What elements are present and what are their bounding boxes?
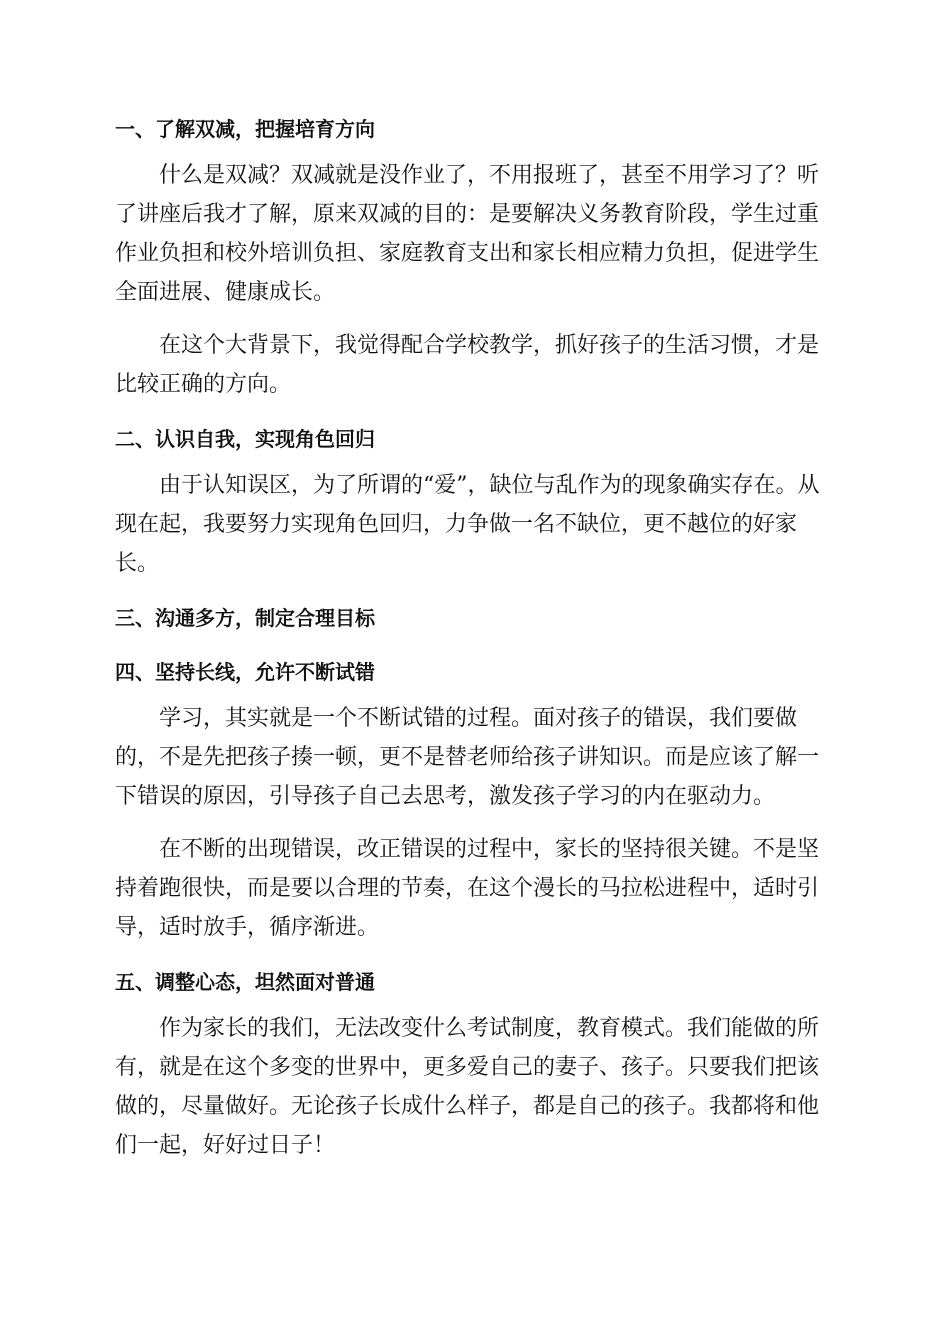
section-heading-1: 一、了解双减，把握培育方向 <box>115 117 375 141</box>
section-4-paragraph-2: 在不断的出现错误，改正错误的过程中，家长的坚持很关键。不是坚持着跑很快，而是要以合理的节奏，在这个漫长的马拉松进程中，适时引导，适时放手，循序渐进。 <box>115 837 820 940</box>
section-4-paragraph-1: 学习，其实就是一个不断试错的过程。面对孩子的错误，我们要做的，不是先把孩子揍一顿，更不是替老师给孩子讲知识。而是应该了解一下错误的原因，引导孩子自己去思考，激发孩子学习的内在驱动力。 <box>115 706 820 809</box>
section-heading-5: 五、调整心态，坦然面对普通 <box>115 970 375 994</box>
document-page <box>115 112 835 1165</box>
section-1-paragraph-1: 什么是双减？双减就是没作业了，不用报班了，甚至不用学习了？听了讲座后我才了解，原来双减的目的：是要解决义务教育阶段，学生过重作业负担和校外培训负担、家庭教育支出和家长相应精力负担，促进学生全面进展、健康成长。 <box>115 163 820 305</box>
section-heading-2: 二、认识自我，实现角色回归 <box>115 427 375 451</box>
section-1-paragraph-2: 在这个大背景下，我觉得配合学校教学，抓好孩子的生活习惯，才是比较正确的方向。 <box>115 333 820 397</box>
section-5-paragraph-1: 作为家长的我们，无法改变什么考试制度，教育模式。我们能做的所有，就是在这个多变的世界中，更多爱自己的妻子、孩子。只要我们把该做的，尽量做好。无论孩子长成什么样子，都是自己的孩子。我都将和他们一起，好好过日子！ <box>115 1016 820 1158</box>
section-heading-3: 三、沟通多方，制定合理目标 <box>115 606 375 630</box>
section-2-paragraph-1: 由于认知误区，为了所谓的“爱”，缺位与乱作为的现象确实存在。从现在起，我要努力实现角色回归，力争做一名不缺位，更不越位的好家长。 <box>115 473 820 576</box>
section-heading-4: 四、坚持长线，允许不断试错 <box>115 660 375 684</box>
